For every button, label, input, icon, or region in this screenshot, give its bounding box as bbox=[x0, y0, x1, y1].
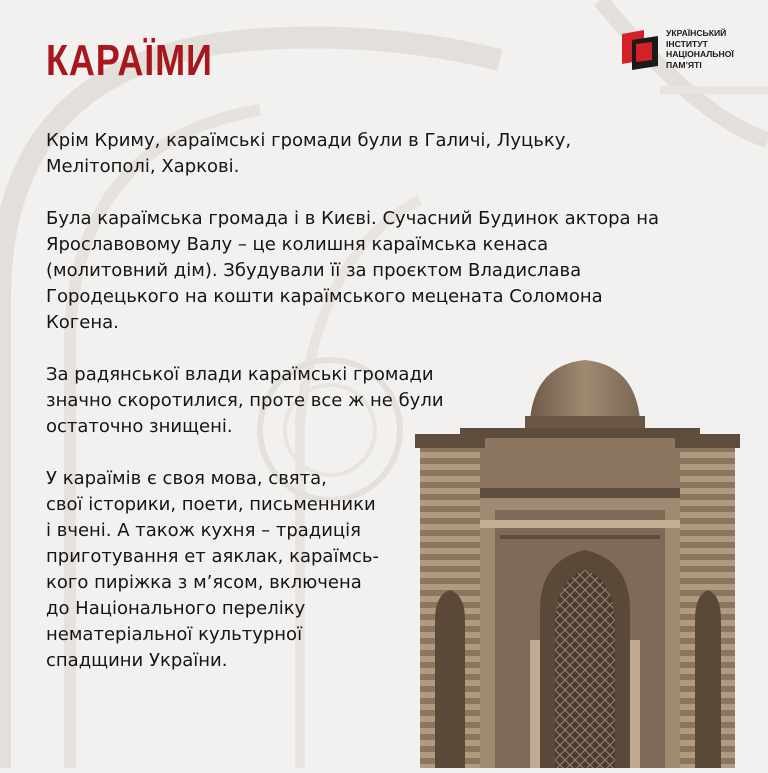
paragraph-kyiv-kenasa: Була караїмська громада і в Києві. Сучасний Будинок актора на Ярославовому Валу – це колишня караїмська кенаса (молитовний дім). Збудували її за проєктом Владислава Городецького на кошти караїмського мецената Соломона Когена. bbox=[46, 208, 660, 333]
article-text bbox=[46, 128, 746, 700]
page-title: КАРАЇМИ bbox=[46, 36, 213, 85]
logo-line: УКРАЇНСЬКИЙ bbox=[666, 28, 727, 38]
institute-logo-icon bbox=[622, 30, 658, 70]
logo-line: ІНСТИТУТ bbox=[666, 38, 708, 49]
paragraph-communities: Крім Криму, караїмські громади були в Галичі, Луцьку, Мелітополі, Харкові. bbox=[46, 130, 572, 177]
institute-logo-text bbox=[666, 28, 734, 70]
logo-line: НАЦІОНАЛЬНОЇ bbox=[666, 49, 734, 59]
paragraph-culture: У караїмів є своя мова, свята, свої історики, поети, письменники і вчені. А також кухня – традиція приготування ет аяклак, караїмсь- кого пиріжка з м’ясом, включена до Національного переліку нематеріальної культурної спадщини України. bbox=[46, 468, 380, 671]
paragraph-soviet-era: За радянської влади караїмські громади значно скоротилися, проте все ж не були остаточно знищені. bbox=[46, 364, 444, 437]
institute-logo bbox=[622, 28, 752, 72]
logo-line: ПАМ’ЯТІ bbox=[666, 59, 702, 70]
